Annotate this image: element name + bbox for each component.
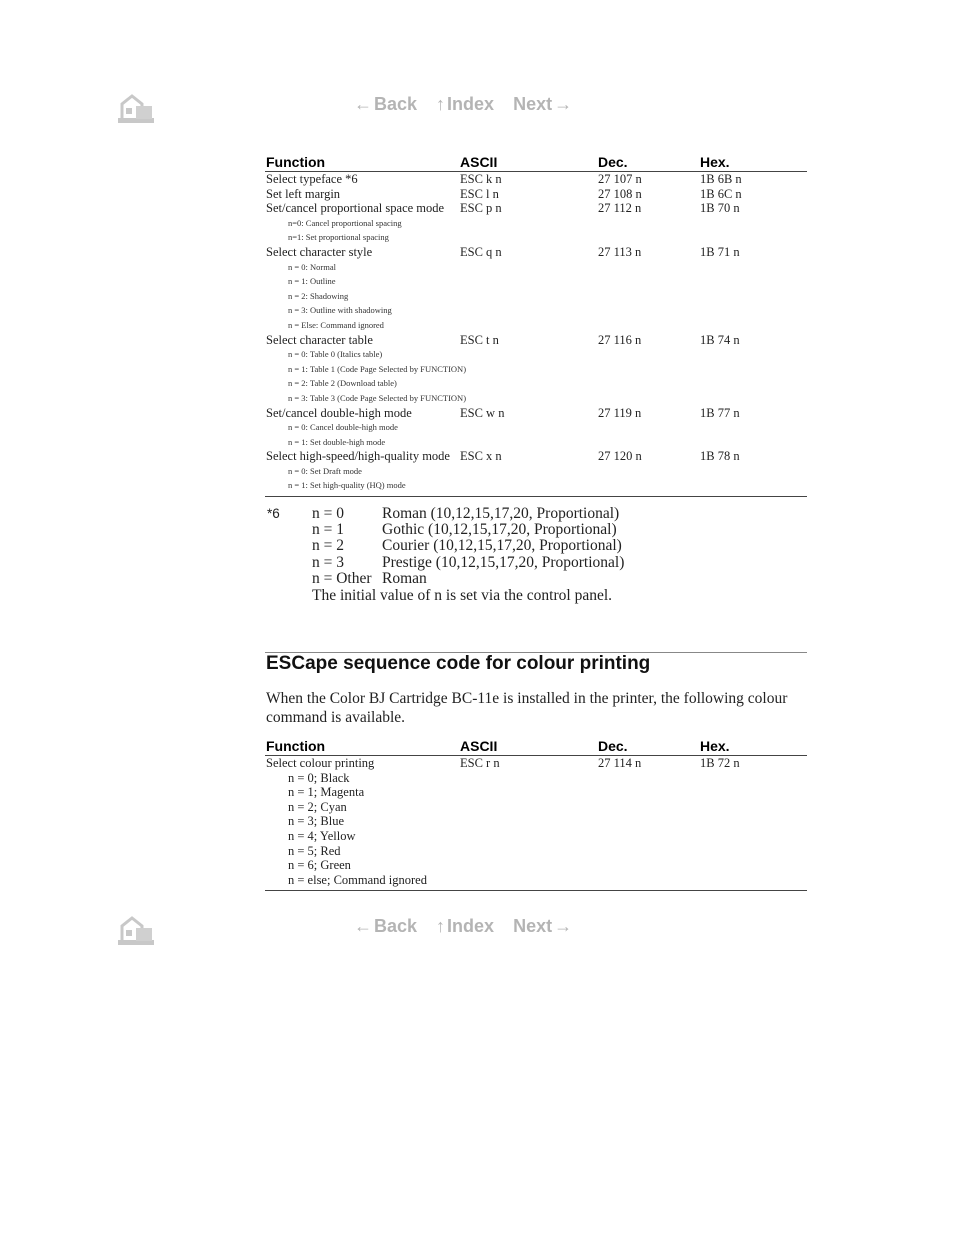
parameter-note: n = 0: Set Draft mode (288, 465, 362, 476)
colour-option: n = 3; Blue (288, 814, 345, 829)
footnote-row: n = 1 Gothic (10,12,15,17,20, Proportional) (312, 521, 617, 539)
parameter-note: n = 0: Normal (288, 261, 336, 272)
colour-option: n = else; Command ignored (288, 872, 427, 887)
colour-command-table (265, 736, 807, 891)
next-link[interactable]: Next → (513, 916, 573, 936)
back-link[interactable]: ← Back (354, 94, 418, 114)
colour-option-row (265, 873, 807, 891)
dec-cell: 27 114 n (598, 756, 642, 770)
dec-cell: 27 116 n (598, 332, 642, 347)
colour-option: n = 1; Magenta (288, 785, 365, 800)
parameter-row (265, 464, 807, 479)
header-dec: Dec. (597, 736, 699, 756)
function-cell: Select high-speed/high-quality mode (266, 449, 450, 464)
hex-cell: 1B 71 n (700, 244, 740, 259)
parameter-note: n = 0: Cancel double-high mode (288, 422, 398, 433)
table-header-row (265, 152, 807, 172)
dec-cell: 27 108 n (598, 186, 642, 201)
dec-cell: 27 112 n (598, 201, 642, 216)
ascii-cell: ESC p n (460, 201, 502, 216)
parameter-note: n = 1: Table 1 (Code Page Selected by FUNCTION) (288, 363, 467, 374)
parameter-row (265, 391, 807, 406)
parameter-row (265, 303, 807, 318)
header-ascii: ASCII (459, 736, 597, 756)
escape-command-table (265, 152, 807, 497)
parameter-note: n = 3: Table 3 (Code Page Selected by FUNCTION) (288, 392, 467, 403)
table-row (265, 245, 807, 260)
dec-cell: 27 107 n (598, 172, 642, 186)
header-hex: Hex. (699, 152, 807, 172)
header-hex: Hex. (699, 736, 807, 756)
index-link[interactable]: ↑ Index (436, 916, 495, 936)
function-cell: Select character table (266, 332, 373, 347)
parameter-row (265, 216, 807, 231)
home-icon[interactable] (116, 90, 156, 126)
parameter-note: n = 2: Shadowing (288, 290, 349, 301)
table-row (265, 449, 807, 464)
back-link[interactable]: ← Back (354, 916, 418, 936)
parameter-row (265, 289, 807, 304)
bottom-nav-bar (0, 910, 954, 950)
hex-cell: 1B 74 n (700, 332, 740, 347)
parameter-row (265, 362, 807, 377)
parameter-note: n = 3: Outline with shadowing (288, 305, 392, 316)
colour-option: n = 0; Black (288, 770, 350, 785)
parameter-note: n = 1: Outline (288, 276, 336, 287)
parameter-note: n = 1: Set double-high mode (288, 436, 386, 447)
ascii-cell: ESC k n (460, 172, 502, 186)
colour-option-row (265, 800, 807, 815)
colour-option: n = 5; Red (288, 843, 341, 858)
footnote-row: n = 3 Prestige (10,12,15,17,20, Proportional) (312, 553, 625, 571)
parameter-row (265, 420, 807, 435)
index-link[interactable]: ↑ Index (436, 94, 495, 114)
parameter-row (265, 435, 807, 450)
table-row (265, 756, 807, 771)
ascii-cell: ESC x n (460, 449, 502, 464)
parameter-note: n=0: Cancel proportional spacing (288, 217, 402, 228)
parameter-note: n = 1: Set high-quality (HQ) mode (288, 480, 406, 491)
hex-cell: 1B 78 n (700, 449, 740, 464)
home-icon[interactable] (116, 912, 156, 948)
left-arrow-icon: ← (354, 916, 372, 936)
ascii-cell: ESC q n (460, 244, 502, 259)
ascii-cell: ESC l n (460, 186, 499, 201)
table-row (265, 333, 807, 348)
footnote-row: n = 2 Courier (10,12,15,17,20, Proportional) (312, 537, 622, 555)
up-arrow-icon: ↑ (436, 916, 446, 936)
right-arrow-icon: → (554, 94, 573, 114)
section-heading: ESCape sequence code for colour printing (266, 653, 651, 674)
function-cell: Set/cancel proportional space mode (266, 201, 445, 216)
table-row (265, 406, 807, 421)
colour-option: n = 2; Cyan (288, 799, 347, 814)
left-arrow-icon: ← (354, 94, 372, 114)
right-arrow-icon: → (554, 916, 573, 936)
footnote-initial-value: The initial value of n is set via the control panel. (312, 587, 613, 604)
function-cell: Set/cancel double-high mode (266, 405, 412, 420)
up-arrow-icon: ↑ (436, 94, 446, 114)
function-cell: Select colour printing (266, 756, 375, 770)
parameter-row (265, 318, 807, 333)
parameter-note: n = 2: Table 2 (Download table) (288, 378, 397, 389)
colour-option-row (265, 814, 807, 829)
parameter-note: n = Else: Command ignored (288, 319, 384, 330)
colour-option-row (265, 829, 807, 844)
colour-option: n = 4; Yellow (288, 828, 356, 843)
hex-cell: 1B 72 n (700, 756, 740, 770)
colour-option-row (265, 844, 807, 859)
function-cell: Set left margin (266, 186, 341, 201)
ascii-cell: ESC w n (460, 405, 505, 420)
ascii-cell: ESC t n (460, 332, 499, 347)
parameter-note: n = 0: Table 0 (Italics table) (288, 349, 383, 360)
next-link[interactable]: Next → (513, 94, 573, 114)
dec-cell: 27 120 n (598, 449, 642, 464)
table-row (265, 187, 807, 202)
function-cell: Select character style (266, 244, 373, 259)
function-cell: Select typeface *6 (266, 172, 358, 186)
footnote-row: n = Other Roman (312, 569, 427, 587)
footnote-mark: *6 (267, 506, 280, 521)
dec-cell: 27 113 n (598, 244, 642, 259)
parameter-row (265, 347, 807, 362)
colour-option-row (265, 771, 807, 786)
colour-option-row (265, 785, 807, 800)
parameter-note: n=1: Set proportional spacing (288, 232, 389, 243)
hex-cell: 1B 70 n (700, 201, 740, 216)
header-ascii: ASCII (459, 152, 597, 172)
ascii-cell: ESC r n (460, 756, 500, 770)
dec-cell: 27 119 n (598, 405, 642, 420)
hex-cell: 1B 6B n (700, 172, 742, 186)
header-dec: Dec. (597, 152, 699, 172)
hex-cell: 1B 6C n (700, 186, 742, 201)
parameter-row (265, 260, 807, 275)
header-function: Function (265, 152, 459, 172)
section-intro: When the Color BJ Cartridge BC-11e is installed in the printer, the following colour command is available. (266, 690, 788, 726)
table-row (265, 201, 807, 216)
parameter-row (265, 376, 807, 391)
header-function: Function (265, 736, 459, 756)
parameter-row (265, 478, 807, 496)
footnote-row: n = 0 Roman (10,12,15,17,20, Proportional) (312, 505, 620, 522)
colour-option: n = 6; Green (288, 858, 351, 873)
table-row (265, 172, 807, 187)
top-nav-bar (0, 88, 954, 128)
parameter-row (265, 230, 807, 245)
table-header-row (265, 736, 807, 756)
hex-cell: 1B 77 n (700, 405, 740, 420)
colour-option-row (265, 858, 807, 873)
parameter-row (265, 274, 807, 289)
